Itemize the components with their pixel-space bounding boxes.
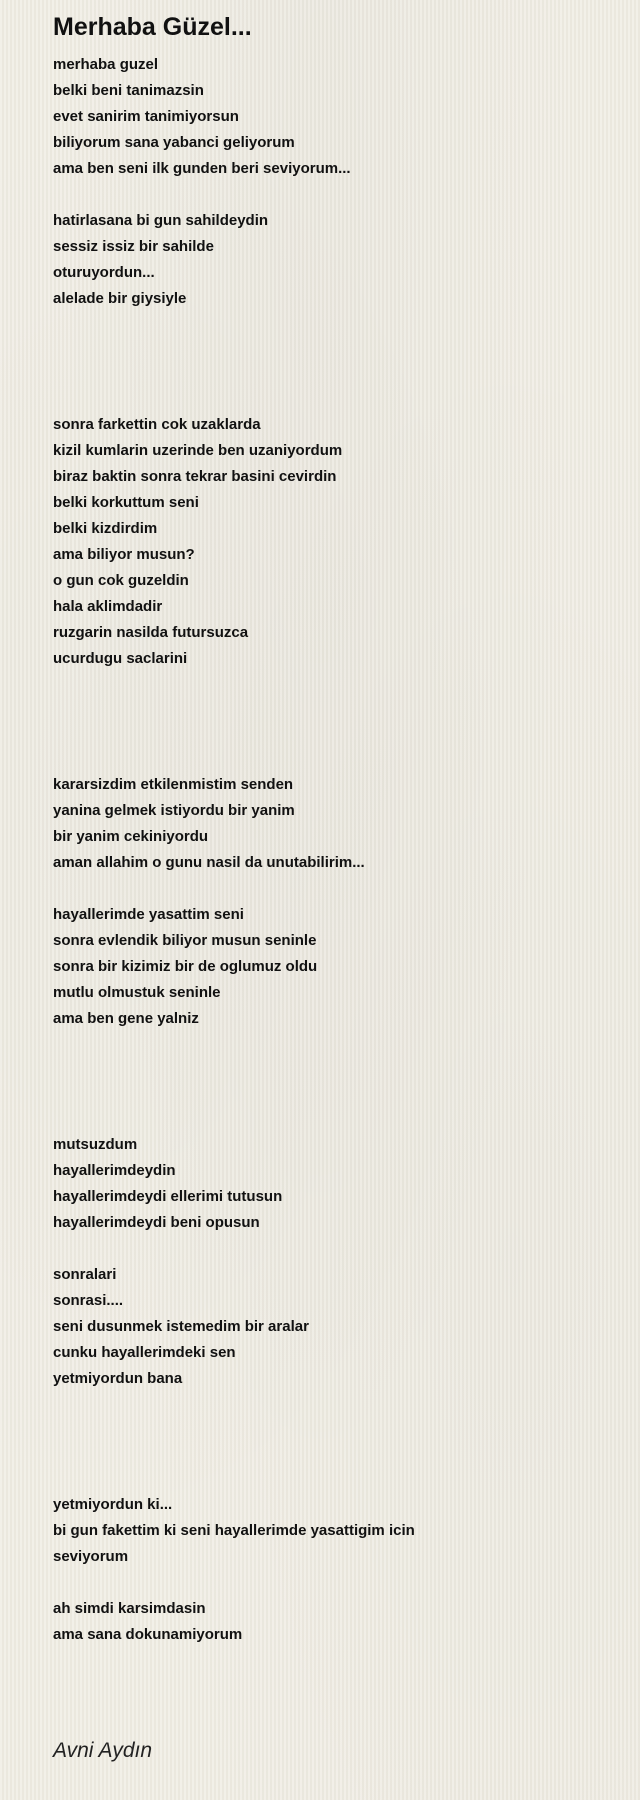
poem-page: [53, 0, 623, 1800]
poem-line: ama sana dokunamiyorum: [53, 1626, 243, 1643]
poem-line: kizil kumlarin uzerinde ben uzaniyordum: [53, 442, 343, 459]
poem-body: [53, 52, 613, 1648]
poem-line: o gun cok guzeldin: [53, 572, 189, 589]
stanza-gap: [53, 1236, 613, 1262]
stanza-gap: [53, 1570, 613, 1596]
poem-line: sonra bir kizimiz bir de oglumuz oldu: [53, 958, 318, 975]
stanza-gap: [53, 1032, 613, 1132]
stanza-8: [53, 1492, 613, 1570]
poem-line: oturuyordun...: [53, 264, 155, 281]
poem-line: biraz baktin sonra tekrar basini cevirdin: [53, 468, 337, 485]
poem-line: yetmiyordun bana: [53, 1370, 183, 1387]
poem-line: hayallerimde yasattim seni: [53, 906, 244, 923]
poem-line: seni dusunmek istemedim bir aralar: [53, 1318, 309, 1335]
poem-line: bir yanim cekiniyordu: [53, 828, 209, 845]
stanza-6: [53, 1132, 613, 1236]
poem-line: belki kizdirdim: [53, 520, 158, 537]
poem-line: seviyorum: [53, 1548, 129, 1565]
stanza-gap: [53, 1392, 613, 1492]
stanza-gap: [53, 672, 613, 772]
stanza-1: [53, 52, 613, 182]
poem-line: mutlu olmustuk seninle: [53, 984, 221, 1001]
poem-line: merhaba guzel: [53, 56, 159, 73]
poem-line: mutsuzdum: [53, 1136, 138, 1153]
stanza-5: [53, 902, 613, 1032]
poem-line: cunku hayallerimdeki sen: [53, 1344, 236, 1361]
poem-line: belki korkuttum seni: [53, 494, 199, 511]
poem-line: hatirlasana bi gun sahildeydin: [53, 212, 269, 229]
poem-line: ama ben gene yalniz: [53, 1010, 199, 1027]
poem-line: yanina gelmek istiyordu bir yanim: [53, 802, 295, 819]
poem-line: evet sanirim tanimiyorsun: [53, 108, 239, 125]
poem-line: hayallerimdeydin: [53, 1162, 176, 1179]
poem-line: alelade bir giysiyle: [53, 290, 187, 307]
poem-line: sonra evlendik biliyor musun seninle: [53, 932, 317, 949]
stanza-2: [53, 208, 613, 312]
poem-title: Merhaba Güzel...: [53, 13, 252, 41]
poem-line: hayallerimdeydi ellerimi tutusun: [53, 1188, 283, 1205]
poem-line: sonra farkettin cok uzaklarda: [53, 416, 261, 433]
poem-line: ucurdugu saclarini: [53, 650, 188, 667]
poem-line: belki beni tanimazsin: [53, 82, 204, 99]
poem-line: kararsizdim etkilenmistim senden: [53, 776, 294, 793]
poem-line: ama ben seni ilk gunden beri seviyorum...: [53, 160, 351, 177]
poem-line: hala aklimdadir: [53, 598, 163, 615]
stanza-gap: [53, 182, 613, 208]
stanza-gap: [53, 312, 613, 412]
stanza-7: [53, 1262, 613, 1392]
poem-line: sonralari: [53, 1266, 117, 1283]
poem-line: ah simdi karsimdasin: [53, 1600, 206, 1617]
poem-line: sessiz issiz bir sahilde: [53, 238, 214, 255]
poem-line: yetmiyordun ki...: [53, 1496, 173, 1513]
stanza-3: [53, 412, 613, 672]
stanza-9: [53, 1596, 613, 1648]
poem-line: ruzgarin nasilda futursuzca: [53, 624, 249, 641]
poem-line: hayallerimdeydi beni opusun: [53, 1214, 260, 1231]
stanza-gap: [53, 876, 613, 902]
poem-line: biliyorum sana yabanci geliyorum: [53, 134, 295, 151]
poem-line: bi gun fakettim ki seni hayallerimde yasattigim icin: [53, 1522, 415, 1539]
poem-line: sonrasi....: [53, 1292, 124, 1309]
poem-author: Avni Aydın: [53, 1739, 153, 1762]
poem-line: aman allahim o gunu nasil da unutabilirim...: [53, 854, 365, 871]
stanza-4: [53, 772, 613, 876]
poem-line: ama biliyor musun?: [53, 546, 195, 563]
